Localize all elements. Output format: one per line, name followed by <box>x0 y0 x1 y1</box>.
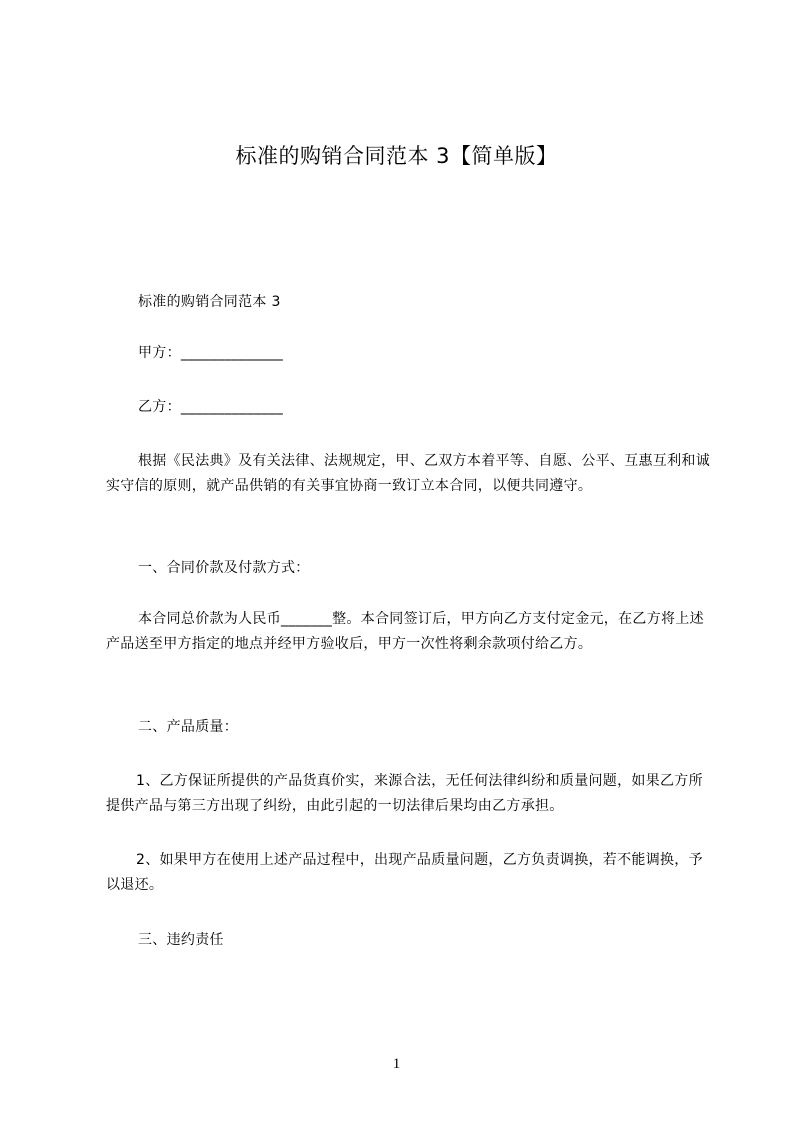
party-b-line: 乙方：______________ <box>138 399 284 415</box>
preamble-paragraph: 根据《民法典》及有关法律、法规规定，甲、乙双方本着平等、自愿、公平、互惠互利和诚实守信的原则，就产品供销的有关事宜协商一致订立本合同，以便共同遵守。 <box>106 453 710 494</box>
section-1-heading: 一、合同价款及付款方式： <box>138 560 310 576</box>
section-3-heading: 三、违约责任 <box>138 932 224 948</box>
section-2-item-1: 1、乙方保证所提供的产品货真价实，来源合法，无任何法律纠纷和质量问题，如果乙方所提供产品与第三方出现了纠纷，由此引起的一切法律后果均由乙方承担。 <box>106 773 703 814</box>
page-number: 1 <box>392 1056 401 1072</box>
document-title: 标准的购销合同范本 3【简单版】 <box>235 144 558 168</box>
contract-subtitle: 标准的购销合同范本 3 <box>138 294 281 310</box>
section-2-item-2: 2、如果甲方在使用上述产品过程中，出现产品质量问题，乙方负责调换，若不能调换，予以退还。 <box>106 852 703 893</box>
party-a-line: 甲方：______________ <box>138 345 284 361</box>
section-2-heading: 二、产品质量： <box>138 719 239 735</box>
section-1-paragraph: 本合同总价款为人民币_______整。本合同签订后，甲方向乙方支付定金元，在乙方将上述产品送至甲方指定的地点并经甲方验收后，甲方一次性将剩余款项付给乙方。 <box>106 611 704 652</box>
